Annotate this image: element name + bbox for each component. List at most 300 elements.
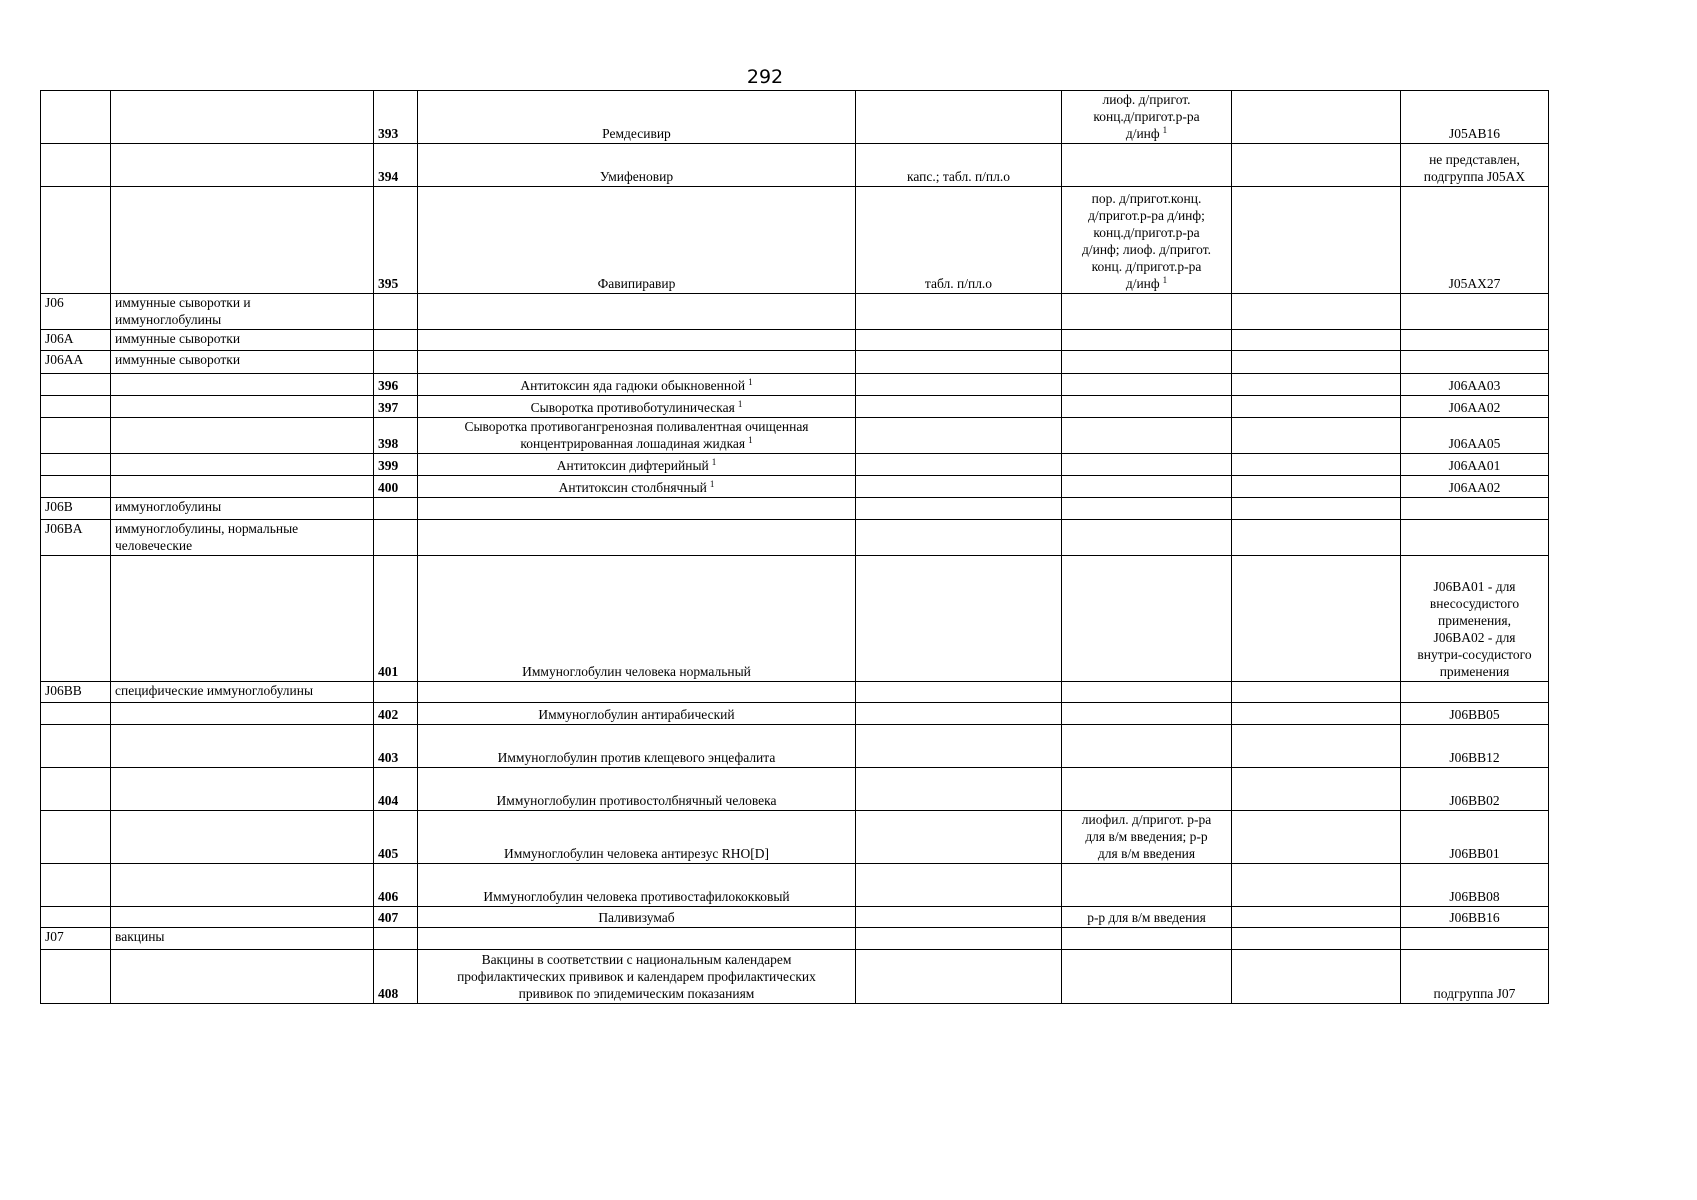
atc-code-line: не представлен, [1429, 152, 1520, 167]
atc-code-line: внутри-сосудистого [1417, 647, 1532, 662]
drug-name-line: профилактических прививок и календарем профилактических [457, 969, 816, 984]
footnote-marker: 1 [709, 478, 715, 489]
notes-cell [1232, 396, 1401, 418]
atc-group-code [41, 811, 111, 864]
atc-code-line: J05AX27 [1448, 276, 1501, 291]
atc-group-name [111, 396, 374, 418]
item-number [374, 725, 418, 768]
item-number [374, 811, 418, 864]
footnote-marker: 1 [711, 456, 717, 467]
atc-group-code [41, 144, 111, 187]
notes-cell [1232, 187, 1401, 294]
footnote-marker: 1 [748, 376, 753, 387]
dosage-form [856, 294, 1062, 330]
atc-code [1401, 351, 1549, 374]
drug-name-line: Антитоксин яда гадюки обыкновенной [520, 378, 746, 393]
dosage-form-extra-line: для в/м введения [1097, 846, 1196, 861]
drug-name-line: Паливизумаб [598, 910, 675, 925]
atc-group-name [111, 907, 374, 928]
dosage-form [856, 187, 1062, 294]
atc-code-line: J06AA03 [1448, 378, 1501, 393]
dosage-form-extra-line: р-р для в/м введения [1087, 910, 1206, 925]
drug-name-line: прививок по эпидемическим показаниям [518, 986, 755, 1001]
drug-name [418, 396, 856, 418]
drug-name [418, 351, 856, 374]
table-row [41, 811, 1549, 864]
atc-group-name [111, 498, 374, 520]
atc-code [1401, 907, 1549, 928]
table-row [41, 520, 1549, 556]
notes-cell [1232, 725, 1401, 768]
dosage-form [856, 396, 1062, 418]
dosage-form-line: капс.; табл. п/пл.о [906, 169, 1011, 184]
dosage-form-extra [1062, 520, 1232, 556]
atc-group-name-line: иммунные сыворотки [115, 352, 241, 367]
drug-name-line: Сыворотка противогангренозная поливалентная очищенная [464, 419, 809, 434]
atc-code-line: J06BB05 [1449, 707, 1500, 722]
dosage-form-extra-line: д/пригот.р-ра д/инф; [1088, 208, 1205, 223]
atc-group-code [41, 864, 111, 907]
atc-code [1401, 556, 1549, 682]
drug-name [418, 928, 856, 950]
atc-group-code [41, 454, 111, 476]
atc-group-name [111, 476, 374, 498]
dosage-form-extra [1062, 418, 1232, 454]
item-number [374, 520, 418, 556]
drug-name-line: Иммуноглобулин антирабический [538, 707, 735, 722]
atc-code-line: J06AA05 [1448, 436, 1501, 451]
dosage-form [856, 950, 1062, 1004]
table-row [41, 498, 1549, 520]
atc-group-name [111, 187, 374, 294]
dosage-form-extra [1062, 864, 1232, 907]
dosage-form [856, 454, 1062, 476]
atc-group-code [41, 520, 111, 556]
item-number [374, 950, 418, 1004]
dosage-form [856, 144, 1062, 187]
dosage-form-extra [1062, 498, 1232, 520]
drug-name [418, 91, 856, 144]
dosage-form [856, 374, 1062, 396]
atc-code-line: J05AB16 [1448, 126, 1500, 141]
drug-name [418, 144, 856, 187]
notes-cell [1232, 950, 1401, 1004]
dosage-form [856, 520, 1062, 556]
atc-group-code [41, 187, 111, 294]
atc-group-name [111, 454, 374, 476]
dosage-form [856, 928, 1062, 950]
atc-code [1401, 418, 1549, 454]
notes-cell [1232, 864, 1401, 907]
atc-code [1401, 950, 1549, 1004]
table-row [41, 703, 1549, 725]
drug-name [418, 682, 856, 703]
atc-code [1401, 811, 1549, 864]
notes-cell [1232, 520, 1401, 556]
table-row [41, 928, 1549, 950]
notes-cell [1232, 330, 1401, 351]
atc-group-name [111, 91, 374, 144]
dosage-form-extra-line: лиоф. д/пригот. [1102, 92, 1191, 107]
dosage-form-extra [1062, 950, 1232, 1004]
atc-group-name [111, 682, 374, 703]
atc-code [1401, 725, 1549, 768]
item-number-line: 407 [378, 910, 399, 925]
item-number-line: 398 [378, 436, 399, 451]
item-number-line: 394 [378, 169, 399, 184]
dosage-form-extra-line: для в/м введения; р-р [1085, 829, 1208, 844]
table-row [41, 396, 1549, 418]
item-number-line: 406 [378, 889, 399, 904]
table-row [41, 91, 1549, 144]
atc-group-code [41, 950, 111, 1004]
item-number-line: 397 [378, 400, 399, 415]
dosage-form-extra [1062, 811, 1232, 864]
notes-cell [1232, 144, 1401, 187]
item-number-line: 395 [378, 276, 399, 291]
atc-group-code [41, 91, 111, 144]
drug-name [418, 187, 856, 294]
item-number [374, 476, 418, 498]
item-number [374, 454, 418, 476]
dosage-form [856, 476, 1062, 498]
table-row [41, 418, 1549, 454]
table-row [41, 187, 1549, 294]
drug-name [418, 498, 856, 520]
drug-name [418, 950, 856, 1004]
atc-group-code [41, 928, 111, 950]
notes-cell [1232, 498, 1401, 520]
atc-group-name [111, 703, 374, 725]
atc-group-name-line: человеческие [115, 538, 193, 553]
page-number: 292 [746, 66, 784, 88]
drug-name [418, 476, 856, 498]
atc-group-code [41, 418, 111, 454]
table-row [41, 294, 1549, 330]
notes-cell [1232, 294, 1401, 330]
notes-cell [1232, 91, 1401, 144]
atc-group-code [41, 294, 111, 330]
dosage-form [856, 907, 1062, 928]
dosage-form-line: табл. п/пл.о [924, 276, 993, 291]
atc-group-name-line: специфические иммуноглобулины [115, 683, 314, 698]
dosage-form [856, 330, 1062, 351]
dosage-form-extra [1062, 907, 1232, 928]
drug-name [418, 811, 856, 864]
drug-name-line: Иммуноглобулин против клещевого энцефалита [497, 750, 776, 765]
item-number-line: 396 [378, 378, 399, 393]
item-number [374, 144, 418, 187]
dosage-form-extra-line: д/инф [1125, 276, 1160, 291]
dosage-form-extra-line: лиофил. д/пригот. р-ра [1081, 812, 1212, 827]
atc-group-name [111, 520, 374, 556]
notes-cell [1232, 768, 1401, 811]
table-row [41, 330, 1549, 351]
dosage-form [856, 811, 1062, 864]
atc-group-name [111, 768, 374, 811]
item-number-line: 404 [378, 793, 399, 808]
dosage-form-extra [1062, 454, 1232, 476]
dosage-form-extra-line: конц.д/пригот.р-ра [1093, 109, 1200, 124]
atc-group-name [111, 950, 374, 1004]
item-number [374, 418, 418, 454]
atc-group-name [111, 864, 374, 907]
atc-group-code-line: J06 [45, 295, 64, 310]
item-number [374, 330, 418, 351]
atc-code-line: J06BB12 [1449, 750, 1500, 765]
notes-cell [1232, 454, 1401, 476]
item-number [374, 396, 418, 418]
drug-name [418, 556, 856, 682]
atc-code-line: подгруппа J07 [1433, 986, 1516, 1001]
dosage-form-extra [1062, 144, 1232, 187]
dosage-form-extra [1062, 768, 1232, 811]
item-number [374, 294, 418, 330]
atc-group-name [111, 811, 374, 864]
table-row [41, 476, 1549, 498]
dosage-form-extra [1062, 91, 1232, 144]
drug-table [40, 90, 1549, 1004]
atc-group-code [41, 498, 111, 520]
drug-name-line: Иммуноглобулин человека противостафилококковый [483, 889, 790, 904]
atc-code [1401, 294, 1549, 330]
atc-code [1401, 330, 1549, 351]
atc-group-code-line: J06BB [45, 683, 82, 698]
table-row [41, 864, 1549, 907]
atc-code-line: J06BB16 [1449, 910, 1500, 925]
table-row [41, 682, 1549, 703]
dosage-form-extra [1062, 703, 1232, 725]
atc-code [1401, 396, 1549, 418]
item-number-line: 408 [378, 986, 399, 1001]
table-row [41, 144, 1549, 187]
dosage-form-extra-line: конц. д/пригот.р-ра [1091, 259, 1202, 274]
atc-group-code [41, 703, 111, 725]
table-row [41, 351, 1549, 374]
drug-name-line: Антитоксин столбнячный [558, 480, 707, 495]
item-number [374, 907, 418, 928]
table-row [41, 950, 1549, 1004]
notes-cell [1232, 682, 1401, 703]
atc-code [1401, 187, 1549, 294]
drug-name-line: Иммуноглобулин противостолбнячный человека [496, 793, 777, 808]
atc-group-name-line: иммуноглобулины [115, 312, 222, 327]
notes-cell [1232, 811, 1401, 864]
dosage-form-extra-line: д/инф [1125, 126, 1160, 141]
atc-code-line: внесосудистого [1429, 596, 1520, 611]
notes-cell [1232, 703, 1401, 725]
atc-group-code [41, 374, 111, 396]
item-number-line: 402 [378, 707, 399, 722]
atc-group-name-line: иммуноглобулины, нормальные [115, 521, 299, 536]
atc-code [1401, 864, 1549, 907]
atc-group-name [111, 418, 374, 454]
atc-code-line: J06BA02 - для [1433, 630, 1516, 645]
atc-group-code [41, 768, 111, 811]
drug-name [418, 907, 856, 928]
item-number [374, 703, 418, 725]
atc-code-line: J06BB01 [1449, 846, 1500, 861]
atc-group-name [111, 374, 374, 396]
atc-code [1401, 144, 1549, 187]
atc-group-code-line: J06B [45, 499, 73, 514]
dosage-form [856, 768, 1062, 811]
item-number [374, 374, 418, 396]
table-row [41, 556, 1549, 682]
drug-name-line: Умифеновир [599, 169, 674, 184]
drug-name [418, 294, 856, 330]
atc-code-line: подгруппа J05AX [1423, 169, 1526, 184]
item-number-line: 393 [378, 126, 399, 141]
dosage-form-extra [1062, 351, 1232, 374]
atc-group-name [111, 144, 374, 187]
footnote-marker: 1 [737, 398, 743, 409]
dosage-form-extra [1062, 725, 1232, 768]
table-row [41, 454, 1549, 476]
atc-code-line: применения, [1438, 613, 1511, 628]
table-row [41, 768, 1549, 811]
item-number-line: 401 [378, 664, 399, 679]
footnote-marker: 1 [1162, 124, 1168, 135]
item-number [374, 556, 418, 682]
dosage-form-extra-line: д/инф; лиоф. д/пригот. [1081, 242, 1211, 257]
drug-name [418, 864, 856, 907]
dosage-form-extra [1062, 476, 1232, 498]
dosage-form-extra [1062, 396, 1232, 418]
dosage-form [856, 682, 1062, 703]
notes-cell [1232, 556, 1401, 682]
atc-group-name [111, 351, 374, 374]
dosage-form-extra [1062, 928, 1232, 950]
atc-group-code [41, 476, 111, 498]
atc-group-name-line: вакцины [115, 929, 165, 944]
item-number [374, 351, 418, 374]
atc-code-line: J06BB08 [1449, 889, 1500, 904]
atc-code-line: J06AA01 [1448, 458, 1501, 473]
atc-group-code-line: J06A [45, 331, 74, 346]
atc-code-line: J06AA02 [1448, 480, 1501, 495]
table-row [41, 907, 1549, 928]
atc-group-code [41, 330, 111, 351]
drug-name [418, 768, 856, 811]
atc-group-code [41, 351, 111, 374]
drug-name-line: концентрированная лошадиная жидкая [520, 436, 746, 451]
dosage-form [856, 703, 1062, 725]
atc-group-name [111, 556, 374, 682]
atc-code [1401, 768, 1549, 811]
atc-group-code-line: J06BA [45, 521, 83, 536]
drug-name-line: Ремдесивир [602, 126, 671, 141]
dosage-form [856, 498, 1062, 520]
table-body [41, 91, 1549, 1004]
drug-name [418, 520, 856, 556]
atc-group-name-line: иммунные сыворотки [115, 331, 241, 346]
drug-name [418, 330, 856, 351]
atc-code [1401, 374, 1549, 396]
drug-name-line: Иммуноглобулин человека нормальный [522, 664, 751, 679]
dosage-form-extra [1062, 556, 1232, 682]
notes-cell [1232, 907, 1401, 928]
footnote-marker: 1 [1162, 274, 1168, 285]
dosage-form-extra [1062, 187, 1232, 294]
atc-code [1401, 454, 1549, 476]
atc-code-line: J06BB02 [1449, 793, 1500, 808]
atc-group-code [41, 682, 111, 703]
atc-code [1401, 703, 1549, 725]
atc-code [1401, 520, 1549, 556]
dosage-form-extra-line: пор. д/пригот.конц. [1091, 191, 1202, 206]
notes-cell [1232, 476, 1401, 498]
atc-group-code [41, 907, 111, 928]
drug-name [418, 418, 856, 454]
drug-name-line: Вакцины в соответствии с национальным календарем [481, 952, 792, 967]
item-number [374, 682, 418, 703]
notes-cell [1232, 418, 1401, 454]
item-number [374, 928, 418, 950]
drug-name-line: Фавипиравир [597, 276, 676, 291]
atc-group-name [111, 330, 374, 351]
table-row [41, 725, 1549, 768]
drug-name [418, 454, 856, 476]
atc-code-line: J06BA01 - для [1433, 579, 1516, 594]
atc-group-name-line: иммунные сыворотки и [115, 295, 251, 310]
dosage-form [856, 556, 1062, 682]
atc-group-name-line: иммуноглобулины [115, 499, 222, 514]
atc-code-line: применения [1439, 664, 1510, 679]
drug-name-line: Антитоксин дифтерийный [556, 458, 709, 473]
item-number-line: 400 [378, 480, 399, 495]
item-number [374, 498, 418, 520]
atc-code [1401, 476, 1549, 498]
atc-code-line: J06AA02 [1448, 400, 1501, 415]
notes-cell [1232, 928, 1401, 950]
atc-code [1401, 498, 1549, 520]
drug-name [418, 725, 856, 768]
drug-name-line: Сыворотка противоботулиническая [530, 400, 735, 415]
drug-name [418, 703, 856, 725]
atc-group-name [111, 928, 374, 950]
atc-group-code-line: J06AA [45, 352, 84, 367]
notes-cell [1232, 374, 1401, 396]
notes-cell [1232, 351, 1401, 374]
atc-code [1401, 682, 1549, 703]
dosage-form [856, 351, 1062, 374]
item-number [374, 187, 418, 294]
atc-group-code [41, 725, 111, 768]
item-number [374, 768, 418, 811]
dosage-form-extra [1062, 682, 1232, 703]
atc-group-name [111, 294, 374, 330]
footnote-marker: 1 [748, 434, 753, 445]
dosage-form [856, 418, 1062, 454]
item-number-line: 405 [378, 846, 399, 861]
table-row [41, 374, 1549, 396]
atc-group-code [41, 396, 111, 418]
dosage-form-extra [1062, 294, 1232, 330]
atc-code [1401, 91, 1549, 144]
dosage-form-extra [1062, 374, 1232, 396]
dosage-form-extra-line: конц.д/пригот.р-ра [1093, 225, 1200, 240]
item-number-line: 403 [378, 750, 399, 765]
item-number [374, 91, 418, 144]
dosage-form-extra [1062, 330, 1232, 351]
dosage-form [856, 91, 1062, 144]
drug-name [418, 374, 856, 396]
atc-code [1401, 928, 1549, 950]
item-number [374, 864, 418, 907]
atc-group-code-line: J07 [45, 929, 64, 944]
item-number-line: 399 [378, 458, 399, 473]
